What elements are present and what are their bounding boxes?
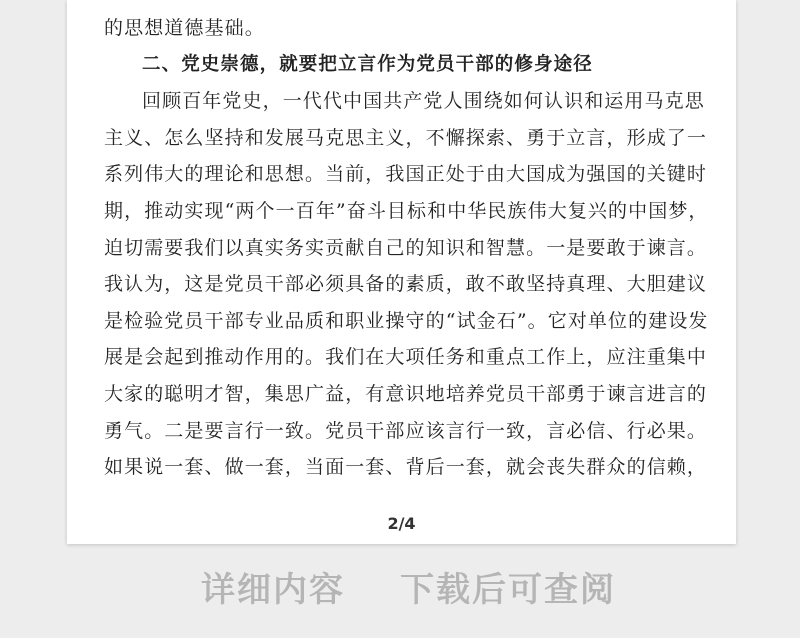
text-line: 我认为，这是党员干部必须具备的素质，敢不敢坚持真理、大胆建议 [104, 273, 708, 296]
page-number: 2/4 [387, 514, 416, 533]
footer-right-text: 下载后可查阅 [400, 570, 616, 610]
text-line: 迫切需要我们以真实务实贡献自己的知识和智慧。一是要敢于谏言。 [104, 236, 708, 259]
text-line: 主义、怎么坚持和发展马克思主义，不懈探索、勇于立言，形成了一 [104, 126, 708, 149]
text-line: 系列伟大的理论和思想。当前，我国正处于由大国成为强国的关键时 [104, 163, 708, 186]
footer-left-text: 详细内容 [201, 570, 345, 610]
text-line: 展是会起到推动作用的。我们在大项任务和重点工作上，应注重集中 [104, 346, 708, 369]
text-line: 如果说一套、做一套，当面一套、背后一套，就会丧失群众的信赖， [104, 456, 708, 479]
document-body [104, 10, 709, 486]
document-page [67, 0, 736, 544]
text-line: 大家的聪明才智，集思广益，有意识地培养党员干部勇于谏言进言的 [104, 382, 708, 405]
text-line: 期，推动实现“两个一百年”奋斗目标和中华民族伟大复兴的中国梦， [104, 199, 709, 222]
text-line: 是检验党员干部专业品质和职业操守的“试金石”。它对单位的建设发 [104, 309, 709, 332]
section-heading: 二、党史崇德，就要把立言作为党员干部的修身途径 [142, 53, 593, 75]
footer-banner [0, 562, 800, 612]
text-line: 回顾百年党史，一代代中国共产党人围绕如何认识和运用马克思 [142, 90, 705, 113]
text-line: 勇气。二是要言行一致。党员干部应该言行一致，言必信、行必果。 [104, 419, 708, 442]
text-line: 的思想道德基础。 [104, 17, 265, 39]
